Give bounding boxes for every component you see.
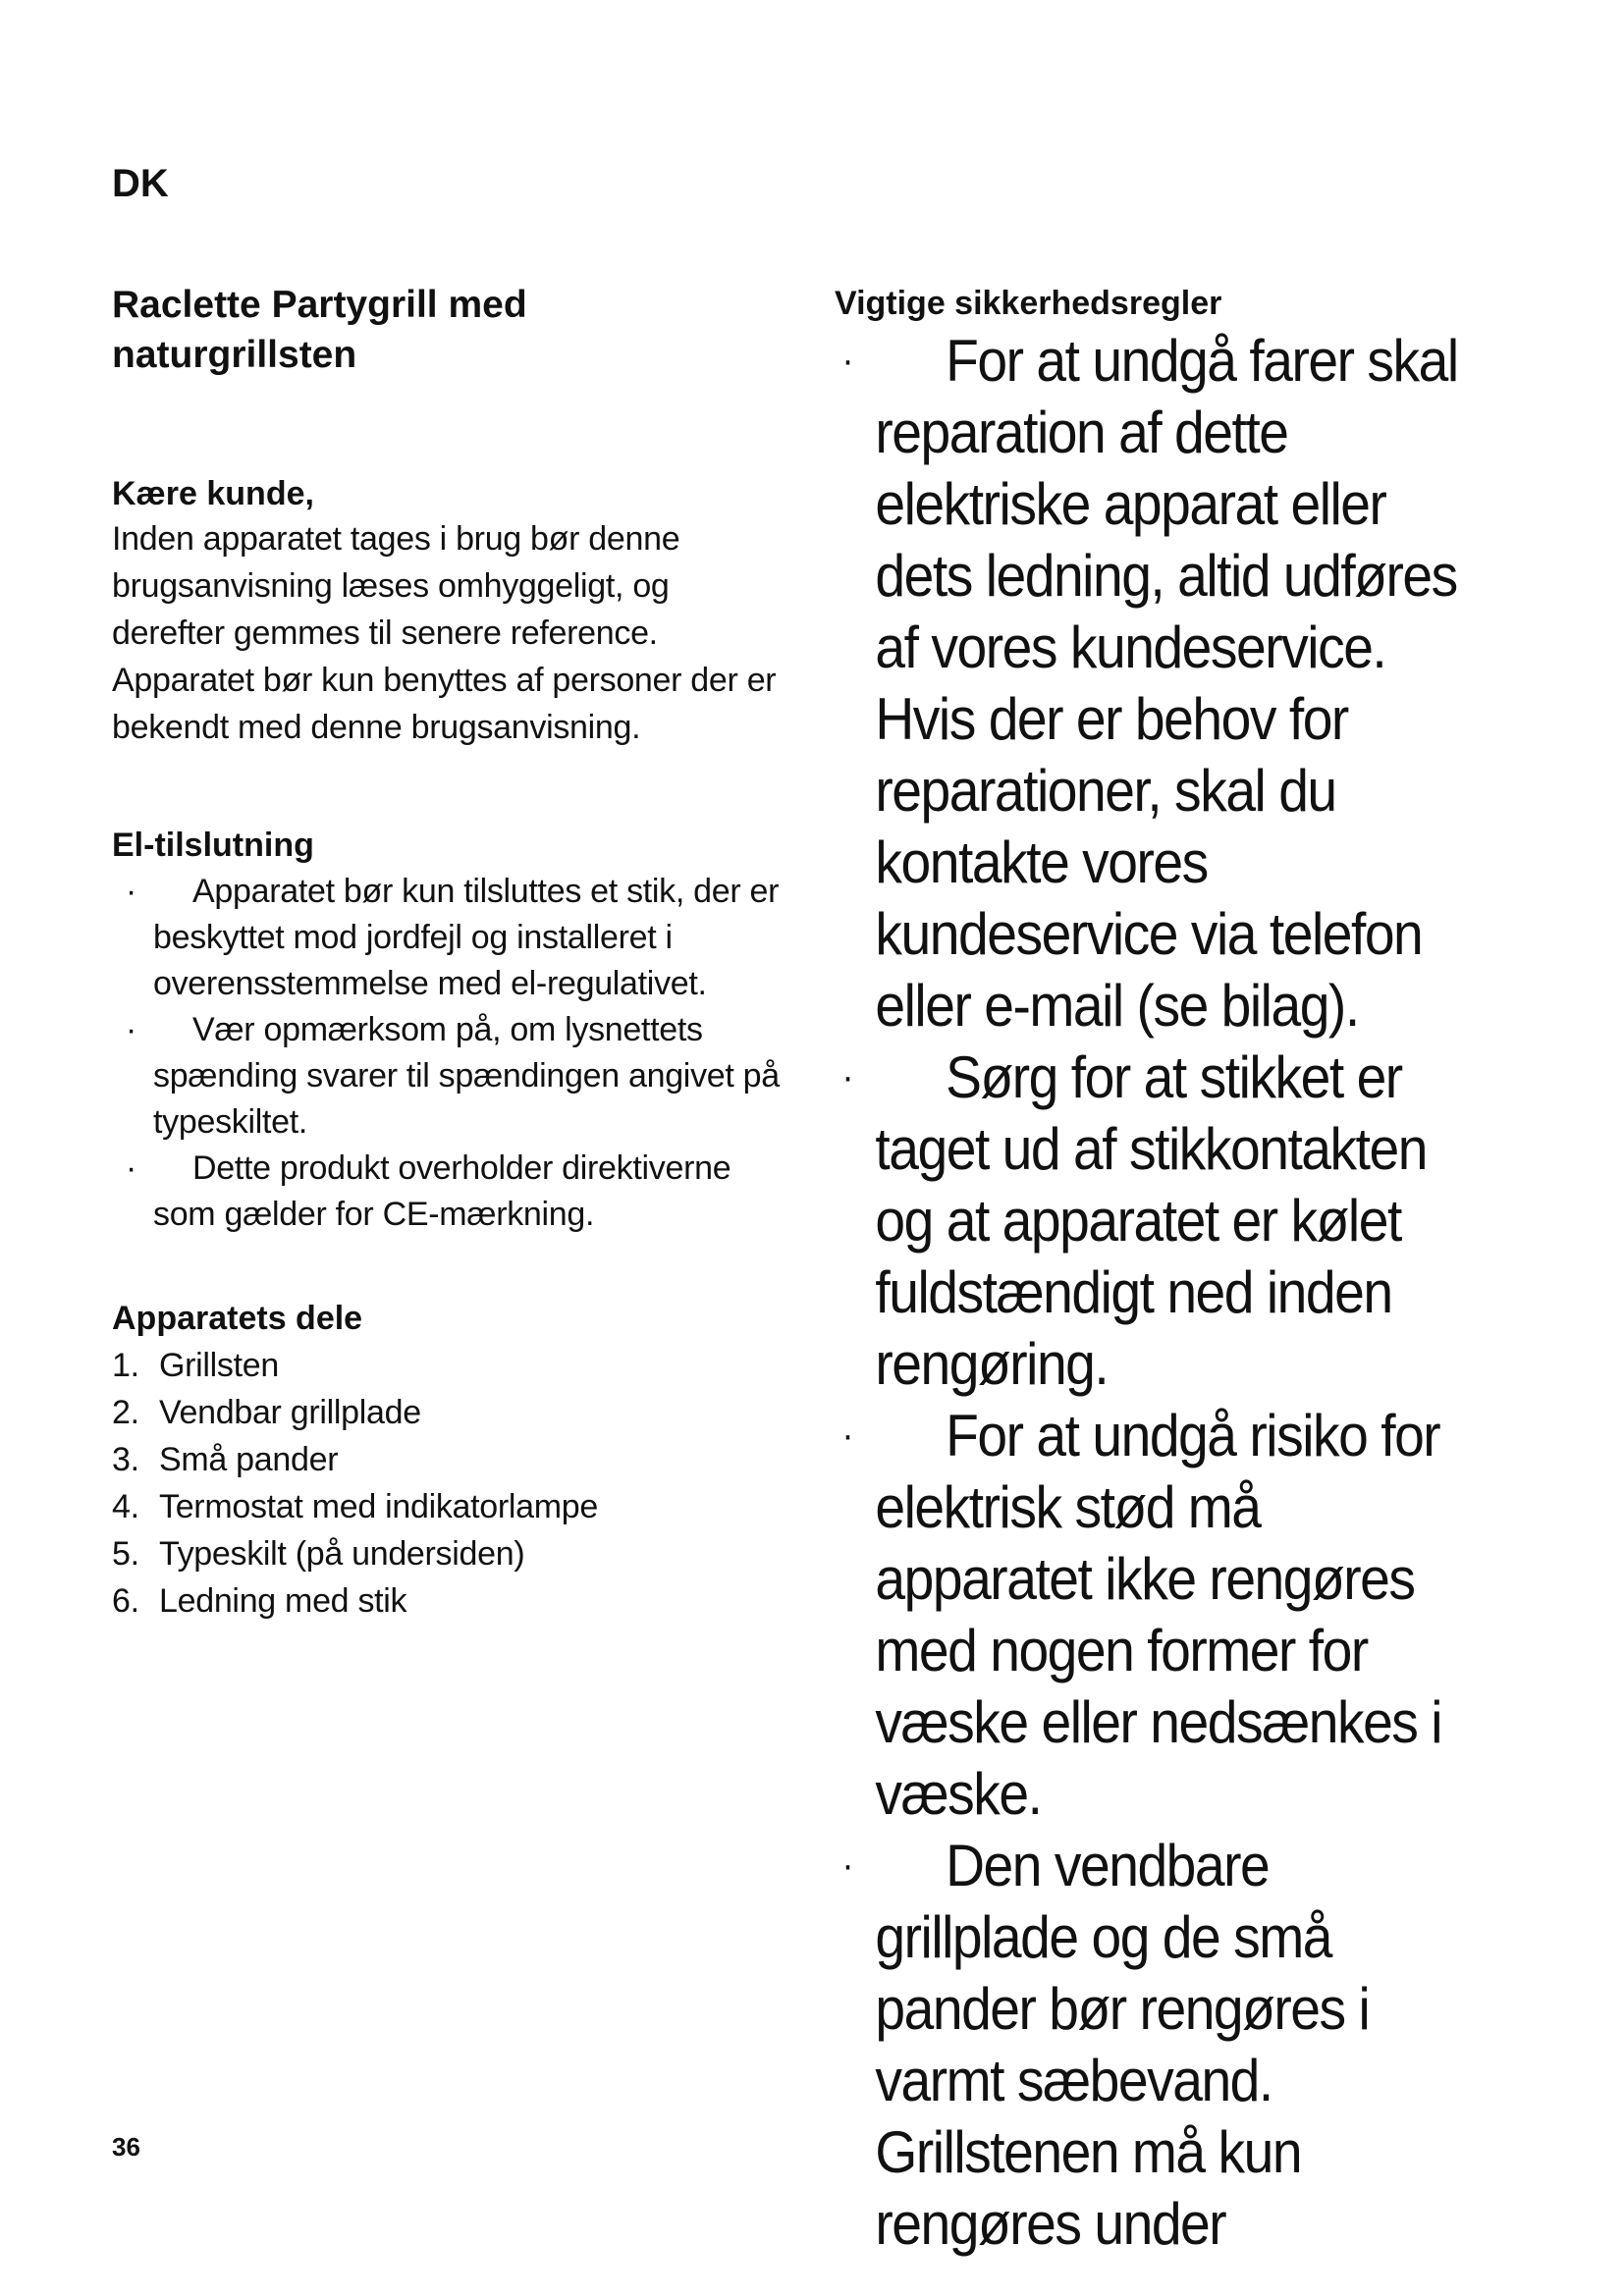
list-item: · Sørg for at stikket er taget ud af stikkontakten og at apparatet er kølet fuldstændigt ned inden rengøring. <box>835 1041 1481 1400</box>
list-item: · Den vendbare grillplade og de små pander bør rengøres i varmt sæbevand. Grillstenen må kun rengøres under <box>835 1830 1481 2260</box>
language-code: DK <box>112 162 169 205</box>
parts-section <box>112 1297 799 1625</box>
list-item: 2. Vendbar grillplade <box>112 1394 421 1431</box>
left-column <box>112 280 799 1625</box>
list-item: 1. Grillsten <box>112 1347 279 1384</box>
bullet-icon: · <box>841 1414 853 1457</box>
electrical-section <box>112 824 799 1238</box>
page-number: 36 <box>112 2132 140 2162</box>
list-item: 6. Ledning med stik <box>112 1582 407 1620</box>
list-item: · Apparatet bør kun tilsluttes et stik, der er beskyttet mod jordfejl og installeret i overensstemmelse med el-regulativet. <box>112 869 782 1007</box>
greeting-text: Inden apparatet tages i brug bør denne brugsanvisning læses omhyggeligt, og derefter gemmes til senere reference. Apparatet bør kun benyttes af personer der er bekendt med denne brugsanvisning. <box>112 520 777 746</box>
bullet-icon: · <box>841 1843 853 1887</box>
parts-list <box>112 1342 799 1625</box>
bullet-icon: · <box>841 339 853 382</box>
greeting-section <box>112 472 799 751</box>
list-item: 5. Typeskilt (på undersiden) <box>112 1535 525 1573</box>
list-item: 4. Termostat med indikatorlampe <box>112 1488 599 1525</box>
list-item: · For at undgå farer skal reparation af dette elektriske apparat eller dets ledning, altid udføres af vores kundeservice. Hvis der er behov for reparationer, skal du kontakte vores kundeservice via telefon eller e-mail (se bilag). <box>835 325 1481 1041</box>
parts-heading: Apparatets dele <box>112 1300 363 1337</box>
list-item: 3. Små pander <box>112 1441 339 1478</box>
bullet-icon: · <box>126 1011 137 1048</box>
bullet-icon: · <box>126 873 137 910</box>
bullet-icon: · <box>841 1055 853 1098</box>
bullet-icon: · <box>126 1149 137 1187</box>
product-title: Raclette Partygrill med naturgrillsten <box>112 284 527 376</box>
right-column <box>835 282 1522 2260</box>
safety-list <box>835 325 1522 2260</box>
list-item: · Vær opmærksom på, om lysnettets spænding svarer til spændingen angivet på typeskiltet. <box>112 1007 782 1146</box>
electrical-list <box>112 869 799 1238</box>
safety-heading: Vigtige sikkerhedsregler <box>835 285 1222 322</box>
list-item: · For at undgå risiko for elektrisk stød må apparatet ikke rengøres med nogen former for væske eller nedsænkes i væske. <box>835 1400 1481 1830</box>
greeting-heading: Kære kunde, <box>112 475 314 512</box>
electrical-heading: El-tilslutning <box>112 827 314 864</box>
list-item: · Dette produkt overholder direktiverne som gælder for CE-mærkning. <box>112 1146 782 1238</box>
